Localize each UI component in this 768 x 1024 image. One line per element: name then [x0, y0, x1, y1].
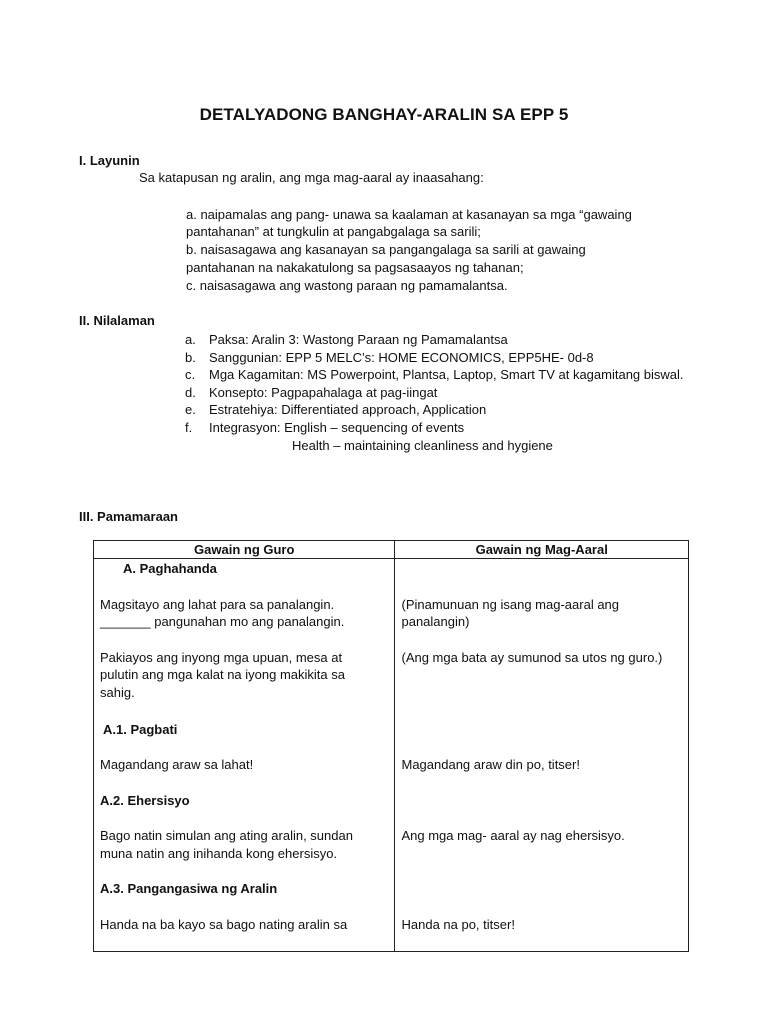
- list-item: [185, 331, 689, 349]
- pangangasiwa-heading: A.3. Pangangasiwa ng Aralin: [100, 881, 278, 896]
- mag-aaral-cell: [395, 559, 689, 952]
- list-marker: a.: [185, 332, 196, 347]
- magaaral-panalangin-2: panalangin): [401, 614, 470, 629]
- list-item: [185, 349, 689, 367]
- guro-pagbati: Magandang araw sa lahat!: [100, 757, 254, 772]
- guro-panalangin-2: _______ pangunahan mo ang panalangin.: [100, 614, 345, 629]
- list-marker: d.: [185, 384, 196, 400]
- guro-handa: Handa na ba kayo sa bago nating aralin sa: [100, 917, 348, 932]
- table-header-row: [94, 541, 689, 559]
- list-marker: e.: [185, 402, 196, 418]
- nilalaman-list: [185, 331, 689, 454]
- guro-ayos-1: Pakiayos ang inyong mga upuan, mesa at: [100, 650, 343, 665]
- list-text: Sanggunian: EPP 5 MELC’s: HOME ECONOMICS, EPP5HE- 0d-8: [209, 349, 594, 365]
- magaaral-panalangin-1: (Pinamunuan ng isang mag-aaral ang: [401, 597, 620, 612]
- layunin-line-5: c. naisasagawa ang wastong paraan ng pamamalantsa.: [186, 278, 508, 293]
- magaaral-pagbati: Magandang araw din po, titser!: [401, 757, 580, 772]
- table-row: [94, 559, 689, 952]
- list-marker: c.: [185, 367, 196, 383]
- nilalaman-heading: II. Nilalaman: [79, 313, 155, 328]
- list-item: [185, 419, 689, 454]
- guro-ayos-2: pulutin ang mga kalat na iyong makikita sa: [100, 667, 345, 682]
- document-title: DETALYADONG BANGHAY-ARALIN SA EPP 5: [199, 105, 569, 124]
- magaaral-ayos: (Ang mga bata ay sumunod sa utos ng guro.): [401, 650, 663, 665]
- pamamaraan-table: [93, 540, 689, 952]
- ehersisyo-heading: A.2. Ehersisyo: [100, 793, 190, 808]
- paghahanda-heading: A. Paghahanda: [123, 561, 217, 576]
- list-item: [185, 401, 689, 419]
- layunin-intro: Sa katapusan ng aralin, ang mga mag-aaral ay inaasahang:: [139, 170, 484, 185]
- list-item: [185, 384, 689, 402]
- pagbati-heading: A.1. Pagbati: [103, 722, 178, 737]
- list-text: Estratehiya: Differentiated approach, Application: [209, 402, 487, 418]
- magaaral-ehersisyo: Ang mga mag- aaral ay nag ehersisyo.: [401, 828, 625, 843]
- layunin-line-2: pantahanan” at tungkulin at pangabgalaga sa sarili;: [186, 224, 481, 239]
- layunin-line-4: pantahanan na nakakatulong sa pagsasaayos ng tahanan;: [186, 260, 524, 275]
- header-gawain-guro: Gawain ng Guro: [94, 541, 395, 559]
- list-marker: f.: [185, 419, 193, 435]
- guro-ehersisyo-1: Bago natin simulan ang ating aralin, sundan: [100, 828, 353, 843]
- layunin-line-1: a. naipamalas ang pang- unawa sa kaalaman at kasanayan sa mga “gawaing: [186, 207, 632, 222]
- list-text: Paksa: Aralin 3: Wastong Paraan ng Pamamalantsa: [209, 332, 508, 347]
- magaaral-handa: Handa na po, titser!: [401, 917, 515, 932]
- pamamaraan-heading: III. Pamamaraan: [79, 509, 178, 524]
- guro-cell: [94, 559, 395, 952]
- guro-ehersisyo-2: muna natin ang inihanda kong ehersisyo.: [100, 846, 338, 861]
- layunin-heading: I. Layunin: [79, 153, 140, 168]
- header-gawain-mag-aaral: Gawain ng Mag-Aaral: [395, 541, 689, 559]
- guro-ayos-3: sahig.: [100, 685, 135, 700]
- guro-panalangin-1: Magsitayo ang lahat para sa panalangin.: [100, 597, 335, 612]
- integrasyon-health: Health – maintaining cleanliness and hygiene: [292, 437, 553, 453]
- list-text: Integrasyon: English – sequencing of events: [209, 419, 465, 435]
- list-item: [185, 366, 689, 384]
- list-text: Konsepto: Pagpapahalaga at pag-iingat: [209, 384, 438, 400]
- list-marker: b.: [185, 349, 196, 365]
- list-text: Mga Kagamitan: MS Powerpoint, Plantsa, Laptop, Smart TV at kagamitang biswal.: [209, 367, 684, 383]
- layunin-line-3: b. naisasagawa ang kasanayan sa pangangalaga sa sarili at gawaing: [186, 242, 586, 257]
